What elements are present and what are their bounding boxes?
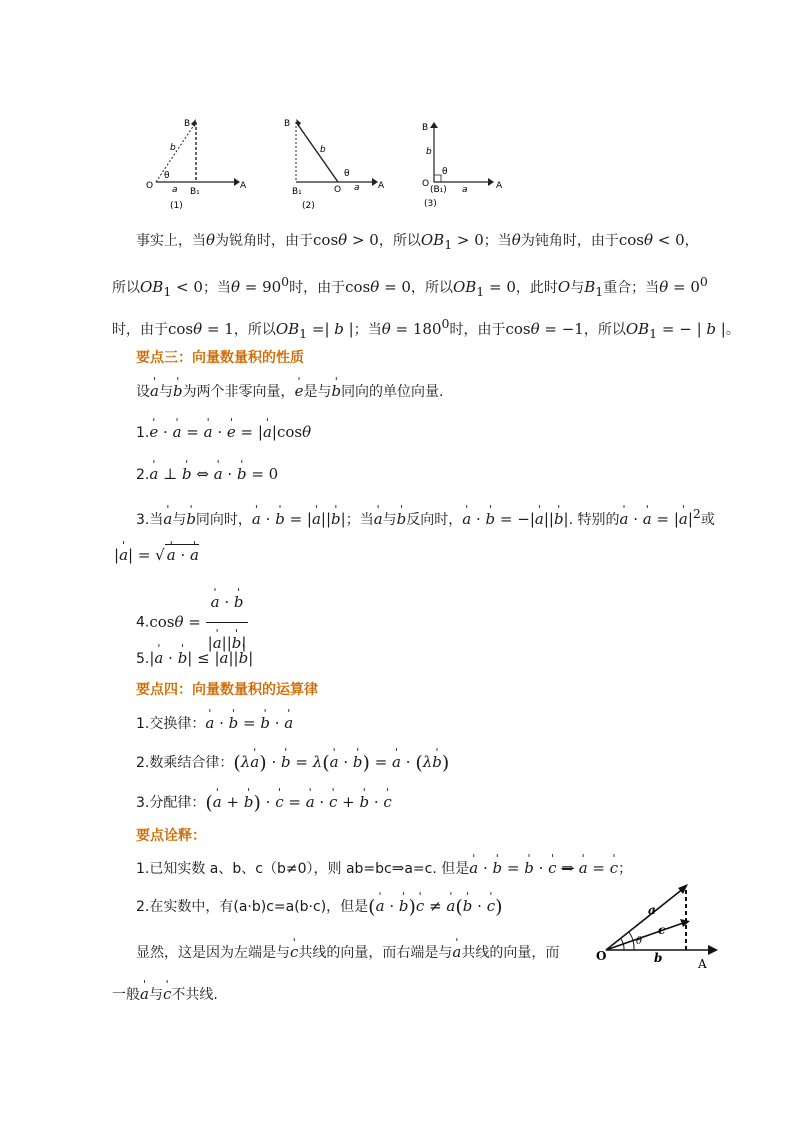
fig2-caption: (2)	[302, 201, 315, 211]
property-5: 5.|' a · ' b| ≤ |' a||' b|	[136, 648, 253, 669]
text: 3.当	[136, 512, 164, 528]
text: 或	[700, 512, 715, 528]
text: ，所以	[233, 322, 276, 338]
text: ，所以	[410, 280, 453, 296]
text: 与	[382, 512, 397, 528]
text: 与	[570, 280, 585, 296]
fig4-label-b: b	[654, 951, 663, 965]
projection-figures	[140, 112, 520, 212]
fig3-label-b: b	[426, 147, 432, 157]
text: 不共线.	[171, 987, 218, 1003]
para-line-3: 时，由于cosθ = 1，所以$OB_1$ =| b |；当$\theta = 180^0$时，由于cosθ = −1，所以$OB_1$ = − | b |。	[112, 316, 740, 341]
text: 。	[725, 322, 740, 338]
section-3-heading: 要点三：向量数量积的性质	[136, 350, 304, 366]
section-3-intro: 设' a与' b为两个非零向量，' e是与' b同向的单位向量.	[136, 381, 444, 402]
text: 为锐角时，由于	[215, 233, 314, 249]
fig1-label-b1: B₁	[190, 187, 200, 197]
note-3: 显然，这是因为左端是与' c共线的向量，而右端是与' a共线的向量，而	[136, 942, 559, 963]
fig2-label-b: b	[320, 145, 326, 155]
fig4-label-theta: θ	[636, 936, 643, 947]
property-2: 2.' a ⊥ ' b ⇔ ' a · ' b = 0	[136, 464, 278, 485]
text: 所以	[112, 280, 140, 296]
text: a=c. 但是	[404, 861, 470, 877]
law-distributive: 3.分配律：(' a + ' b) · ' c = ' a · ' c + ' b · ' c	[136, 792, 392, 813]
fig3-label-theta: θ	[442, 167, 448, 177]
fig2-label-b1: B₁	[292, 187, 302, 197]
fig3-label-o: O	[422, 179, 430, 189]
fig2-label-b-point: B	[284, 119, 291, 129]
property-3-continued: |' a| = √' a · ' a	[114, 544, 199, 566]
fig1-label-b: b	[170, 143, 176, 153]
fig1-label-a-point: A	[240, 181, 247, 191]
text: 3.分配律：	[136, 795, 206, 811]
text: 共线的向量，而右端是与	[298, 945, 453, 961]
text: 与	[148, 987, 163, 1003]
figure-3	[418, 112, 528, 212]
text: 时，由于	[449, 322, 506, 338]
text: 重合；当	[603, 280, 660, 296]
text: 4.	[136, 614, 150, 631]
fig4-label-a: a	[648, 903, 656, 917]
para-line-1: 事实上，当θ为锐角时，由于cosθ > 0，所以$OB_1 > 0$；当θ为钝角时，由于cosθ < 0，	[136, 231, 699, 252]
text: . 特别的	[568, 512, 620, 528]
text: 为两个非零向量，	[182, 384, 295, 400]
text: 2.数乘结合律：	[136, 755, 234, 771]
text: ，所以	[583, 322, 626, 338]
text: ；	[618, 861, 633, 877]
note-heading: 要点诠释：	[136, 828, 206, 844]
text: 2.	[136, 467, 150, 483]
text: ；当	[483, 233, 512, 249]
fig2-label-a: a	[354, 183, 360, 193]
text: ；当	[202, 280, 231, 296]
text: 反向时，	[406, 512, 463, 528]
text: 时，由于	[112, 322, 168, 338]
property-1: 1.' e · ' a = ' a · ' e = |' a|cosθ	[136, 422, 311, 443]
text: 显然，这是因为左端是与	[136, 945, 290, 961]
text: 5.	[136, 651, 150, 667]
text: 与	[158, 384, 173, 400]
fig2-label-a-point: A	[378, 181, 385, 191]
text: ，所以	[378, 233, 421, 249]
text: 事实上，当	[136, 233, 206, 249]
property-4: 4.cosθ = ' $\frac{a \cdot ' b}{|' a||' b|}$	[136, 582, 248, 663]
text: 1.已知实数 a、b、c（b≠0），则 ab=bc	[136, 861, 392, 877]
text: ；当	[345, 512, 374, 528]
para-line-2: 所以$OB_1 < 0$；当$\theta = 90^0$时，由于cosθ = 0，所以$OB_1 = 0$，此时O与$B_1$重合；当$\theta = 0^0$	[112, 274, 708, 299]
fig3-label-a: a	[462, 185, 468, 195]
fig3-label-b1: (B₁)	[430, 185, 447, 195]
fig3-label-b-point: B	[422, 123, 429, 133]
text: 时，由于	[289, 280, 346, 296]
fig1-label-theta: θ	[164, 171, 170, 181]
text: 1.交换律：	[136, 716, 206, 732]
text: 是与	[303, 384, 332, 400]
section-4-heading: 要点四：向量数量积的运算律	[136, 682, 318, 698]
figure-2	[278, 112, 388, 212]
text: ；当	[353, 322, 382, 338]
fig2-label-o: O	[334, 185, 342, 195]
law-commutative: 1.交换律：' a · ' b = ' b · ' a	[136, 713, 293, 734]
fig1-label-o: O	[146, 181, 154, 191]
note-1: 1.已知实数 a、b、c（b≠0），则 ab=bc⇒a=c. 但是' a · ' b = ' b · ' c ⇒ ' a = ' c；	[136, 858, 632, 879]
fig4-label-c: c	[658, 923, 666, 937]
law-scalar-associative: 2.数乘结合律：(λ' a) · ' b = λ(' a · ' b) = ' a · (λ' b)	[136, 752, 449, 773]
fig2-label-theta: θ	[344, 169, 350, 179]
property-3: 3.当' a与' b同向时，' a · ' b = |' a||' b|；当' a与' b反向时，' a · ' b = −|' a||' b|. 特别的' a · ' a = |' $a|^2$或	[136, 504, 715, 530]
figure-1	[140, 112, 250, 212]
text: 设	[136, 384, 150, 400]
text: 同向的单位向量.	[341, 384, 444, 400]
fig1-label-b-point: B	[184, 119, 191, 129]
figure-4	[594, 876, 724, 972]
fig4-label-o: O	[596, 949, 607, 963]
text: 1.	[136, 425, 150, 441]
text: 同向时，	[195, 512, 252, 528]
fig3-label-a-point: A	[496, 181, 503, 191]
text: 一般	[112, 987, 140, 1003]
fig3-caption: (3)	[424, 199, 437, 209]
note-2: 2.在实数中，有(a·b)c=a(b·c)，但是(' a · ' b)' c ≠ ' a(' b · ' c)	[136, 896, 503, 917]
text: 2.在实数中，有(a·b)c=a(b·c)，但是	[136, 899, 369, 915]
note-4: 一般' a与' c不共线.	[112, 984, 218, 1005]
text: 为钝角时，由于	[520, 233, 619, 249]
text: ，此时	[515, 280, 558, 296]
fig1-caption: (1)	[170, 201, 183, 211]
fig1-label-a: a	[172, 185, 178, 195]
text: 共线的向量，而	[461, 945, 560, 961]
fig4-label-a-point: A	[698, 957, 707, 971]
text: 与	[172, 512, 187, 528]
